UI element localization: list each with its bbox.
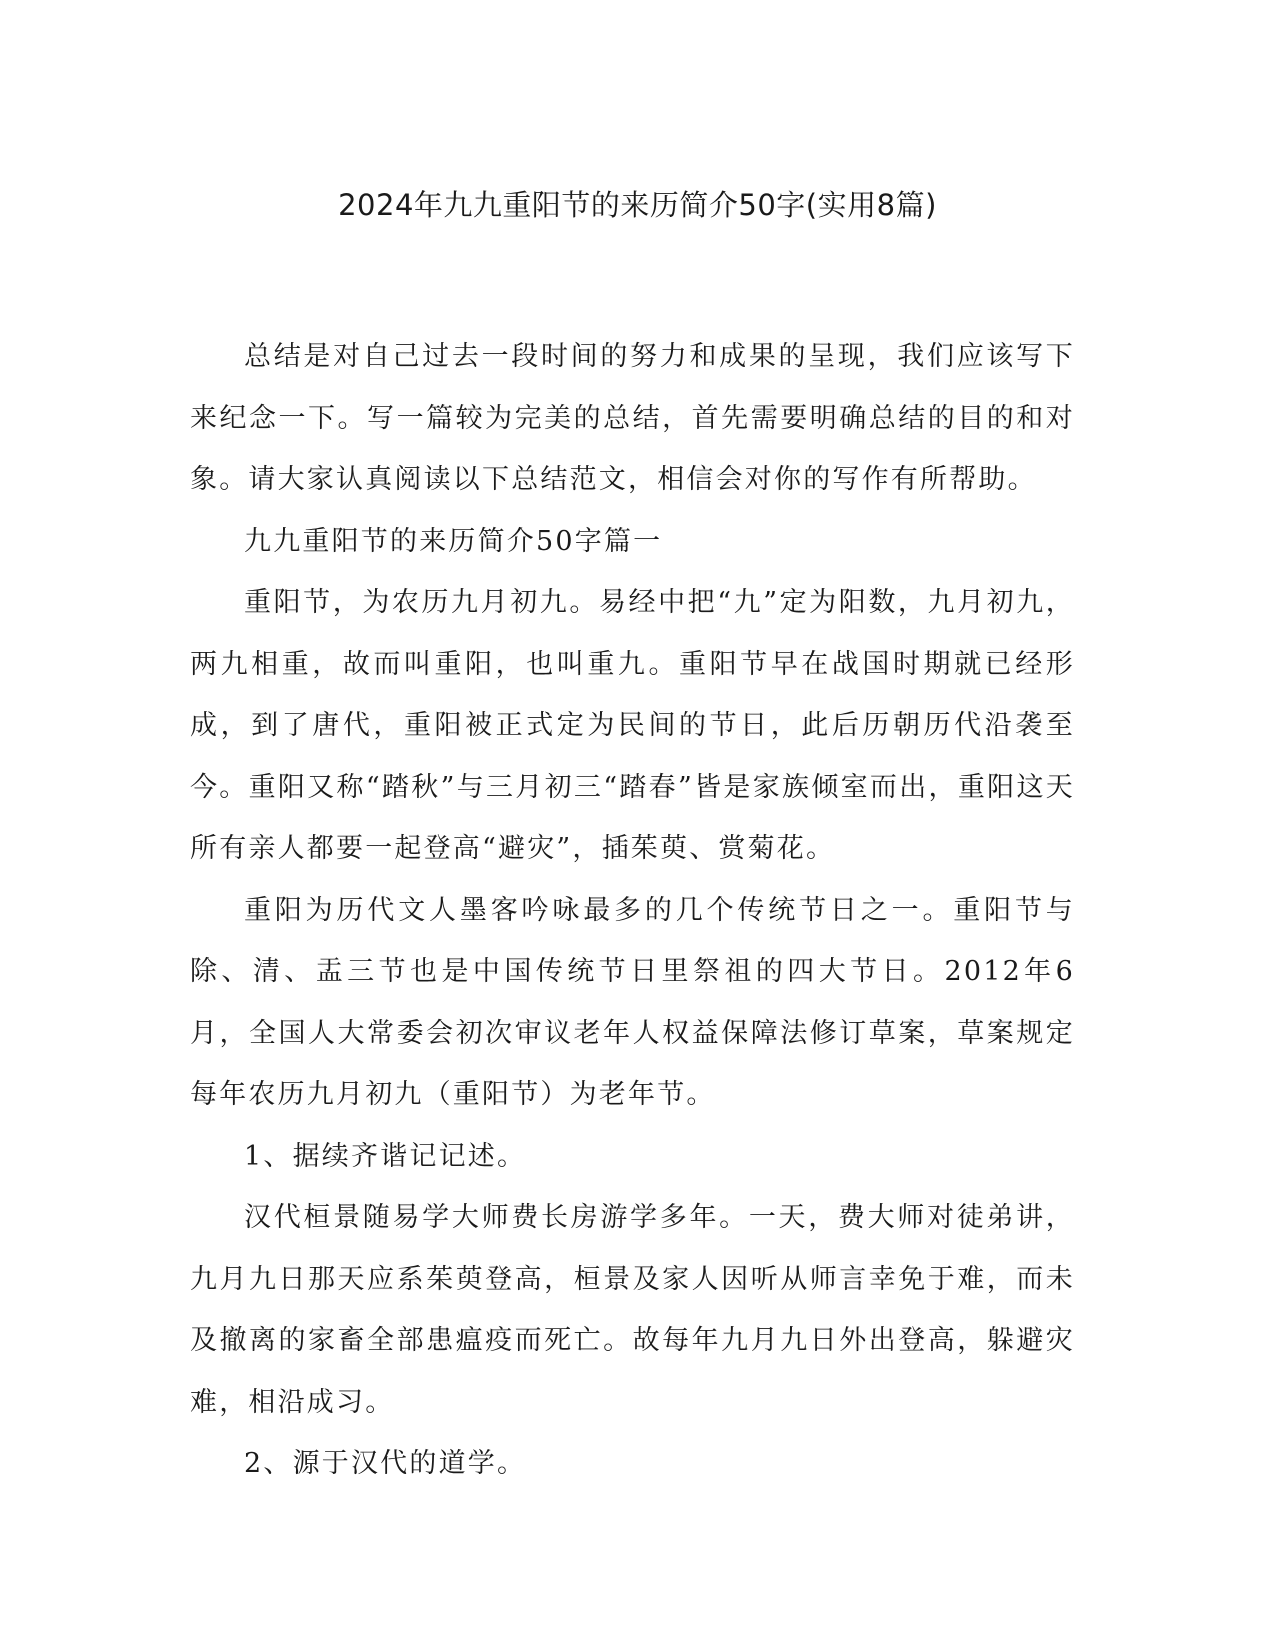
- document-title: 2024年九九重阳节的来历简介50字(实用8篇): [338, 188, 937, 222]
- list-item-heading: 1、据续齐谐记记述。: [244, 1140, 527, 1172]
- body-paragraph: 重阳节，为农历九月初九。易经中把“九”定为阳数，九月初九，两九相重，故而叫重阳，也叫重九。重阳节早在战国时期就已经形成，到了唐代，重阳被正式定为民间的节日，此后历朝历代沿袭至今。重阳又称“踏秋”与三月初三“踏春”皆是家族倾室而出，重阳这天所有亲人都要一起登高“避灾”，插茱萸、赏菊花。: [190, 587, 1075, 864]
- list-item-heading: 2、源于汉代的道学。: [244, 1448, 527, 1479]
- body-paragraph: 重阳为历代文人墨客吟咏最多的几个传统节日之一。重阳节与除、清、盂三节也是中国传统节日里祭祖的四大节日。2012年6月，全国人大常委会初次审议老年人权益保障法修订草案，草案规定每年农历九月初九（重阳节）为老年节。: [190, 894, 1075, 1110]
- section-heading: 九九重阳节的来历简介50字篇一: [244, 525, 663, 557]
- document-body: [190, 326, 1075, 1495]
- body-paragraph: 汉代桓景随易学大师费长房游学多年。一天，费大师对徒弟讲，九月九日那天应系茱萸登高，桓景及家人因听从师言幸免于难，而未及撤离的家畜全部患瘟疫而死亡。故每年九月九日外出登高，躲避灾难，相沿成习。: [190, 1202, 1075, 1418]
- intro-paragraph: 总结是对自己过去一段时间的努力和成果的呈现，我们应该写下来纪念一下。写一篇较为完美的总结，首先需要明确总结的目的和对象。请大家认真阅读以下总结范文，相信会对你的写作有所帮助。: [190, 341, 1075, 495]
